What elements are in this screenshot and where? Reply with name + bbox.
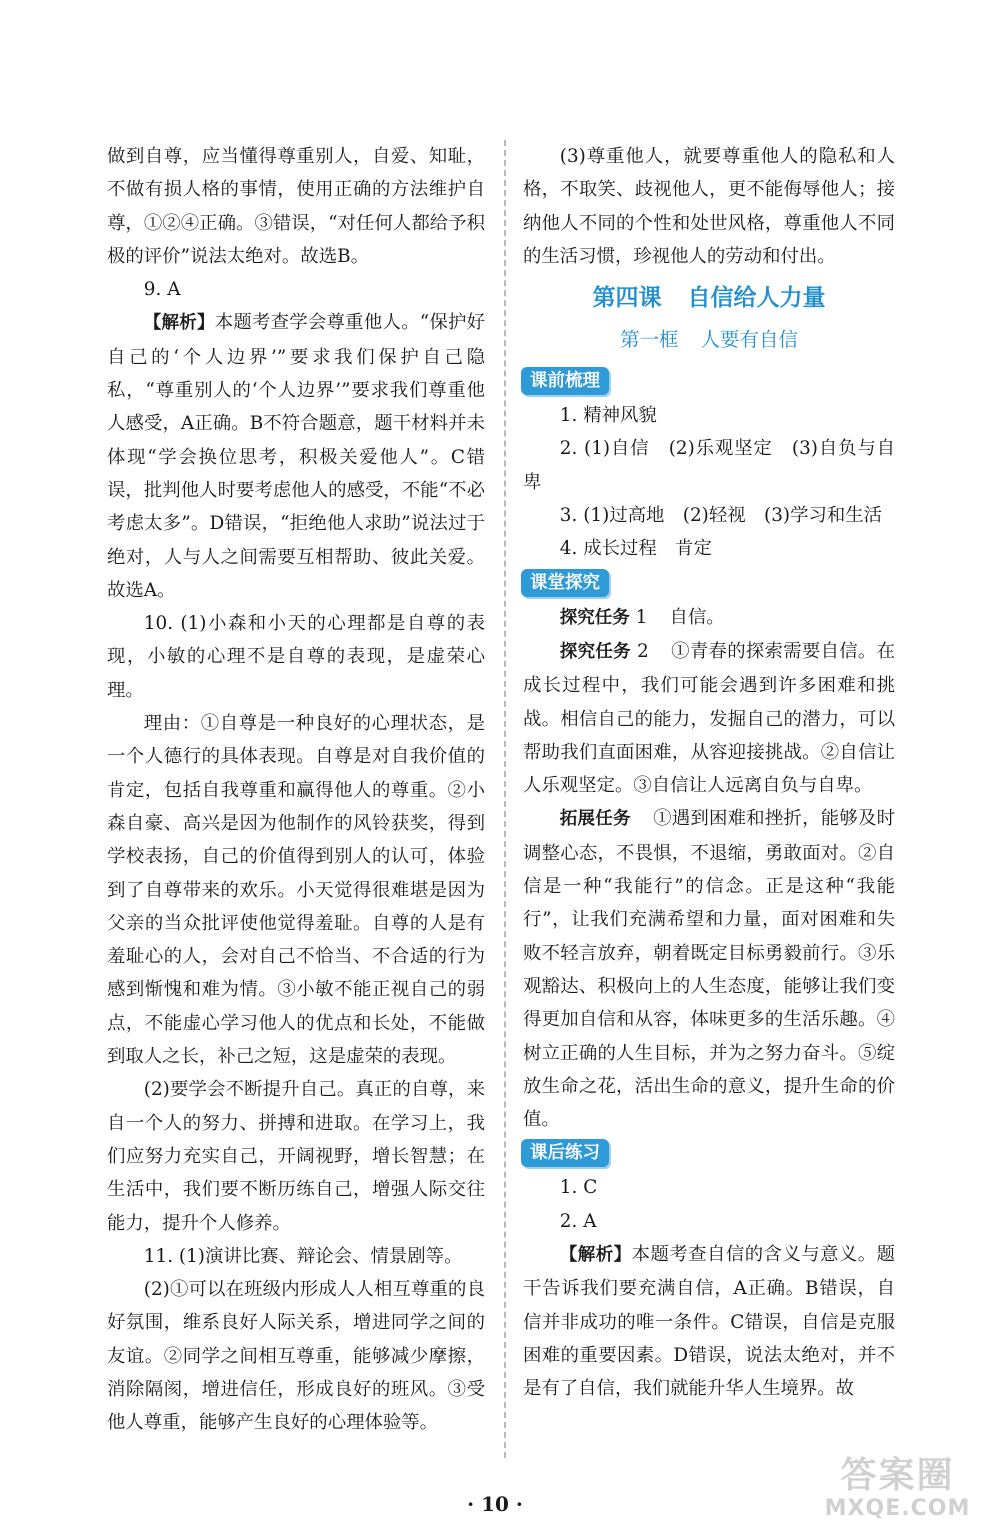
post-answer-2: 2. A	[559, 1210, 597, 1232]
task-2	[523, 635, 895, 802]
q10-part1: 10. (1)小森和小天的心理都是自尊的表现，小敏的心理不是自尊的表现，是虚荣心理。	[107, 613, 485, 701]
analysis-label: 【解析】	[143, 313, 215, 334]
right-column	[523, 140, 895, 1406]
watermark-logo	[810, 1456, 985, 1526]
post-analysis-text: 本题考查自信的含义与意义。题干告诉我们要充满自信，A正确。B错误，自信并非成功的唯一条件。C错误，自信是克服困难的重要因素。D错误，说法太绝对，并不是有了自信，我们就能升华人生境界。故	[523, 1244, 895, 1400]
q9-analysis	[107, 306, 485, 607]
watermark-top: 答案圈	[840, 1455, 955, 1496]
pre-item-2: 2. (1)自信 (2)乐观坚定 (3)自负与自卑	[523, 438, 895, 493]
section-tag-pre-class: 课前梳理	[521, 367, 609, 395]
task-1	[523, 601, 895, 635]
task-2-label: 探究任务	[559, 641, 631, 662]
extension-task	[523, 802, 895, 1136]
left-column	[107, 140, 485, 1440]
q10-part2: (2)要学会不断提升自己。真正的自尊，来自一个人的努力、拼搏和进取。在学习上，我们应努力充实自己，开阔视野，增长智慧；在生活中，我们要不断历练自己，增强人际交往能力，提升个人修养。	[107, 1079, 485, 1234]
column-divider	[504, 140, 506, 1458]
analysis-label: 【解析】	[559, 1245, 632, 1266]
task-1-label: 探究任务	[559, 607, 630, 628]
paragraph-respect: (3)尊重他人，就要尊重他人的隐私和人格，不取笑、歧视他人，更不能侮辱他人；接纳他人不同的个性和处世风格，尊重他人不同的生活习惯，珍视他人的劳动和付出。	[523, 146, 895, 267]
section-tag-after-class: 课后练习	[521, 1139, 609, 1167]
q9-analysis-text: 本题考查学会尊重他人。“保护好自己的‘个人边界’”要求我们保护自己隐私，“尊重别人的‘个人边界’”要求我们尊重他人感受，A正确。B不符合题意，题干材料并未体现“学会换位思考，积极关爱他人”。C错误，批判他人时要考虑他人的感受，不能“不必考虑太多”。D错误，“拒绝他人求助”说法过于绝对，人与人之间需要互相帮助、彼此关爱。故选A。	[107, 312, 486, 601]
pre-item-3: 3. (1)过高地 (2)轻视 (3)学习和生活	[559, 505, 883, 527]
frame-number: 第一框	[619, 328, 679, 352]
section-tag-in-class: 课堂探究	[521, 569, 609, 597]
post-answer-1: 1. C	[559, 1177, 598, 1199]
task-1-number: 1	[635, 606, 648, 628]
task-1-text: 自信。	[669, 606, 725, 628]
pre-item-4: 4. 成长过程 肯定	[559, 538, 712, 560]
lesson-name: 自信给人力量	[687, 285, 826, 312]
post-analysis	[523, 1238, 895, 1405]
task-2-number: 2	[637, 640, 649, 662]
frame-title	[523, 324, 895, 352]
lesson-number: 第四课	[592, 285, 662, 312]
q11-part1: 11. (1)演讲比赛、辩论会、情景剧等。	[143, 1245, 463, 1267]
watermark-bottom: MXQE.COM	[824, 1496, 971, 1521]
lesson-title	[523, 279, 895, 312]
pre-item-1: 1. 精神风貌	[559, 405, 657, 427]
extension-label: 拓展任务	[559, 809, 631, 830]
q10-reason: 理由：①自尊是一种良好的心理状态，是一个人德行的具体表现。自尊是对自我价值的肯定，包括自我尊重和赢得他人的尊重。②小森自豪、高兴是因为他制作的风铃获奖，得到学校表扬，自己的价值得到别人的认可，体验到了自尊带来的欢乐。小天觉得很难堪是因为父亲的当众批评使他觉得羞耻。自尊的人是有羞耻心的人，会对自己不恰当、不合适的行为感到惭愧和难为情。③小敏不能正视自己的弱点，不能虚心学习他人的优点和长处，不能做到取人之长，补己之短，这是虚荣的表现。	[107, 713, 485, 1068]
q11-part2: (2)①可以在班级内形成人人相互尊重的良好氛围，维系良好人际关系，增进同学之间的友谊。②同学之间相互尊重，能够减少摩擦，消除隔阂，增进信任，形成良好的班风。③受他人尊重，能够产生良好的心理体验等。	[107, 1279, 485, 1434]
q9-answer: 9. A	[143, 279, 181, 301]
paragraph-continuation: 做到自尊，应当懂得尊重别人，自爱、知耻，不做有损人格的事情，使用正确的方法维护自尊，①②④正确。③错误，“对任何人都给予积极的评价”说法太绝对。故选B。	[107, 146, 485, 267]
extension-text: ①遇到困难和挫折，能够及时调整心态，不畏惧，不退缩，勇敢面对。②自信是一种“我能行”的信念。正是这种“我能行”，让我们充满希望和力量，面对困难和失败不轻言放弃，朝着既定目标勇毅前行。③乐观豁达、积极向上的人生态度，能够让我们变得更加自信和从容，体味更多的生活乐趣。④树立正确的人生目标，并为之努力奋斗。⑤绽放生命之花，活出生命的意义，提升生命的价值。	[523, 808, 895, 1131]
task-2-text: ①青春的探索需要自信。在成长过程中，我们可能会遇到许多困难和挑战。相信自己的能力，发掘自己的潜力，可以帮助我们直面困难，从容迎接挑战。②自信让人乐观坚定。③自信让人远离自负与自卑。	[523, 640, 895, 797]
frame-name: 人要有自信	[700, 328, 799, 352]
page-number: · 10 ·	[467, 1492, 523, 1516]
